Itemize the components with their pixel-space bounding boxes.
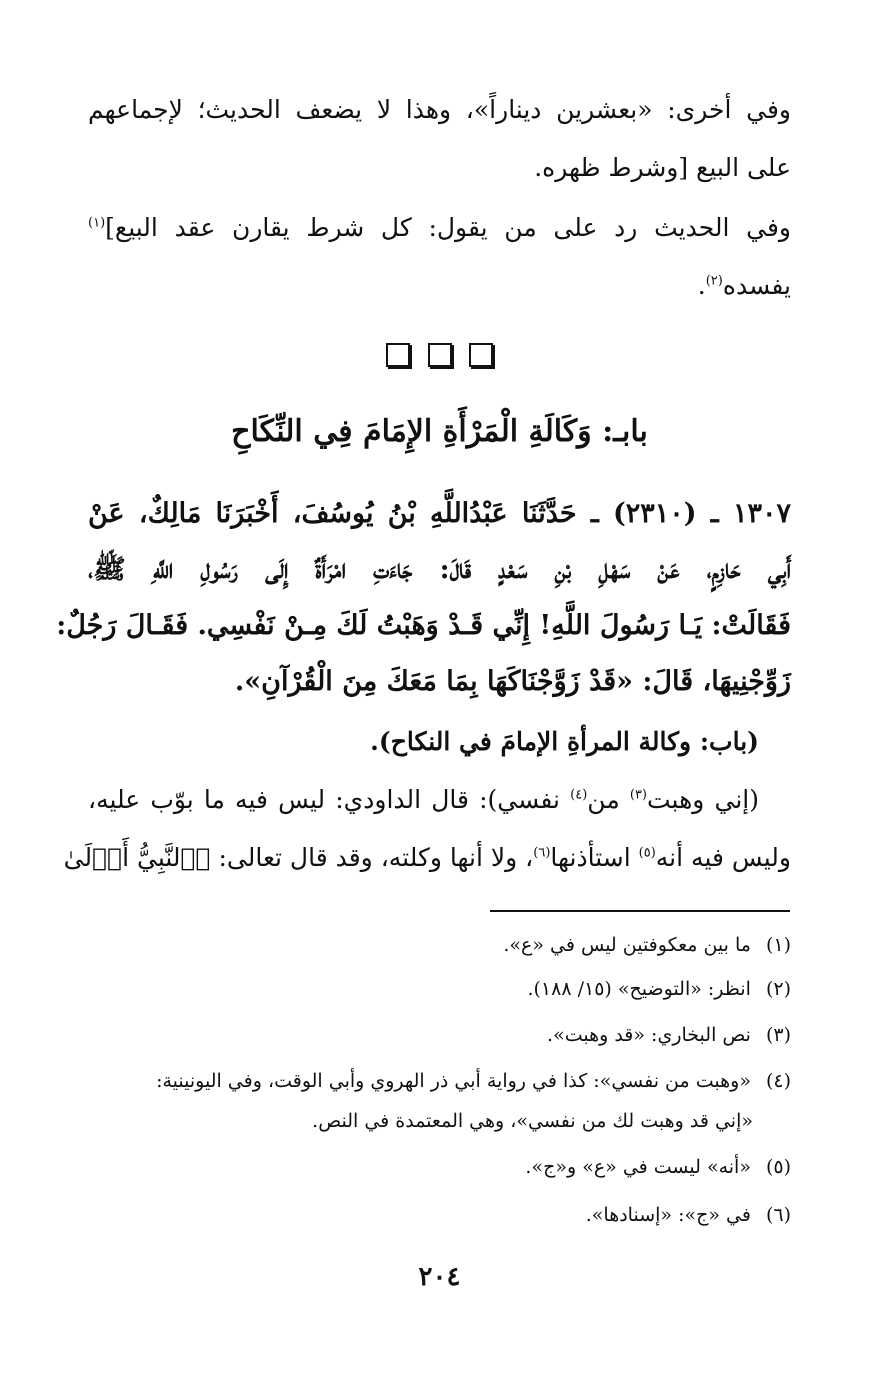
footnote-2 <box>88 974 791 1004</box>
footnote-number: (٢) <box>765 978 791 1000</box>
footnote-4-continuation: «إني قد وهبت لك من نفسي»، وهي المعتمدة في النص. <box>312 1110 753 1132</box>
paragraph2-line2-text: يفسده <box>722 271 791 300</box>
footnote-ref-5: (٥) <box>638 845 656 861</box>
footnote-number: (٣) <box>765 1024 791 1046</box>
section-divider-boxes <box>0 343 879 371</box>
footnote-ref-1: (١) <box>88 215 106 231</box>
footnote-4 <box>88 1066 791 1096</box>
commentary-line3-start: وليس فيه أنه <box>655 843 791 872</box>
commentary-line3-mid: استأذنها <box>550 843 639 872</box>
commentary-line2-quote: (إني وهبت <box>647 785 759 814</box>
footnote-3 <box>88 1020 791 1050</box>
commentary-line2 <box>88 780 791 820</box>
divider-square-icon <box>469 343 493 367</box>
footnote-text: «وهبت من نفسي»: كذا في رواية أبي ذر الهروي وأبي الوقت، وفي اليونينية: <box>156 1070 751 1092</box>
hadith-line1: ١٣٠٧ ـ (٢٣١٠) ـ حَدَّثَنَا عَبْدُاللَّهِ بْنُ يُوسُفَ، أَخْبَرَنَا مَالِكٌ، عَنْ <box>88 498 791 529</box>
chapter-heading <box>0 408 879 456</box>
page-number: ٢٠٤ <box>418 1262 461 1292</box>
paragraph2-line1-text: وفي الحديث رد على من يقول: كل شرط يقارن عقد البيع] <box>105 213 791 242</box>
commentary-line2-mid: من <box>587 785 630 814</box>
footnote-text: ما بين معكوفتين ليس في «ع». <box>503 934 751 956</box>
divider-square-icon <box>428 343 452 367</box>
paragraph2-line2 <box>88 266 791 306</box>
footnote-text: نص البخاري: «قد وهبت». <box>547 1024 751 1046</box>
footnote-6 <box>88 1200 791 1230</box>
divider-square-icon <box>386 343 410 367</box>
chapter-heading-title: وَكَالَةِ الْمَرْأَةِ الإِمَامَ فِي النِّكَاحِ <box>231 414 592 449</box>
footnote-separator <box>490 910 790 912</box>
hadith-line3: فَقَالَتْ: يَـا رَسُولَ اللَّهِ! إِنِّي قَـدْ وَهَبْتُ لَكَ مِـنْ نَفْسِي. فَقَـالَ رَجُلٌ: <box>56 610 791 641</box>
commentary-line3-rest: ، ولا أنها وكلته، وقد قال تعالى: ﴿ٱلنَّبِيُّ أَوۡلَىٰ <box>63 843 534 872</box>
chapter-heading-bab: بابـ: <box>602 414 648 449</box>
footnote-ref-3: (٣) <box>629 787 647 803</box>
commentary-line3 <box>63 838 791 878</box>
paragraph1-line2: على البيع [وشرط ظهره. <box>534 153 791 182</box>
commentary-line1: (باب: وكالة المرأةِ الإمامَ في النكاح). <box>370 727 759 756</box>
hadith-line4: زَوِّجْنِيهَا، قَالَ: «قَدْ زَوَّجْنَاكَهَا بِمَا مَعَكَ مِنَ الْقُرْآنِ». <box>234 666 791 697</box>
footnote-number: (٤) <box>765 1070 791 1092</box>
footnote-ref-2: (٢) <box>705 273 723 289</box>
paragraph2-line2-end: . <box>697 271 706 300</box>
footnote-5 <box>88 1152 791 1182</box>
footnote-text: في «ج»: «إسنادها». <box>585 1204 751 1226</box>
footnote-number: (٦) <box>765 1204 791 1226</box>
paragraph1-line1: وفي أخرى: «بعشرين ديناراً»، وهذا لا يضعف الحديث؛ لإجماعهم <box>88 95 791 124</box>
footnote-number: (١) <box>765 934 791 956</box>
footnote-text: «أنه» ليست في «ع» و«ج». <box>525 1156 751 1178</box>
commentary-line2-rest: نفسي): قال الداودي: ليس فيه ما بوّب عليه، <box>88 785 571 814</box>
footnote-ref-6: (٦) <box>533 845 551 861</box>
footnote-1 <box>88 930 791 960</box>
footnote-ref-4: (٤) <box>570 787 588 803</box>
footnote-number: (٥) <box>765 1156 791 1178</box>
paragraph2-line1 <box>88 208 791 248</box>
footnote-text: انظر: «التوضيح» (١٥/ ١٨٨). <box>527 978 751 1000</box>
hadith-line2: أَبِي حَازِمٍ، عَنْ سَهْلِ بْنِ سَعْدٍ قَالَ: جَاءَتِ امْرَأَةٌ إِلَى رَسُولِ اللَّهِ ﷺ، <box>88 554 791 585</box>
